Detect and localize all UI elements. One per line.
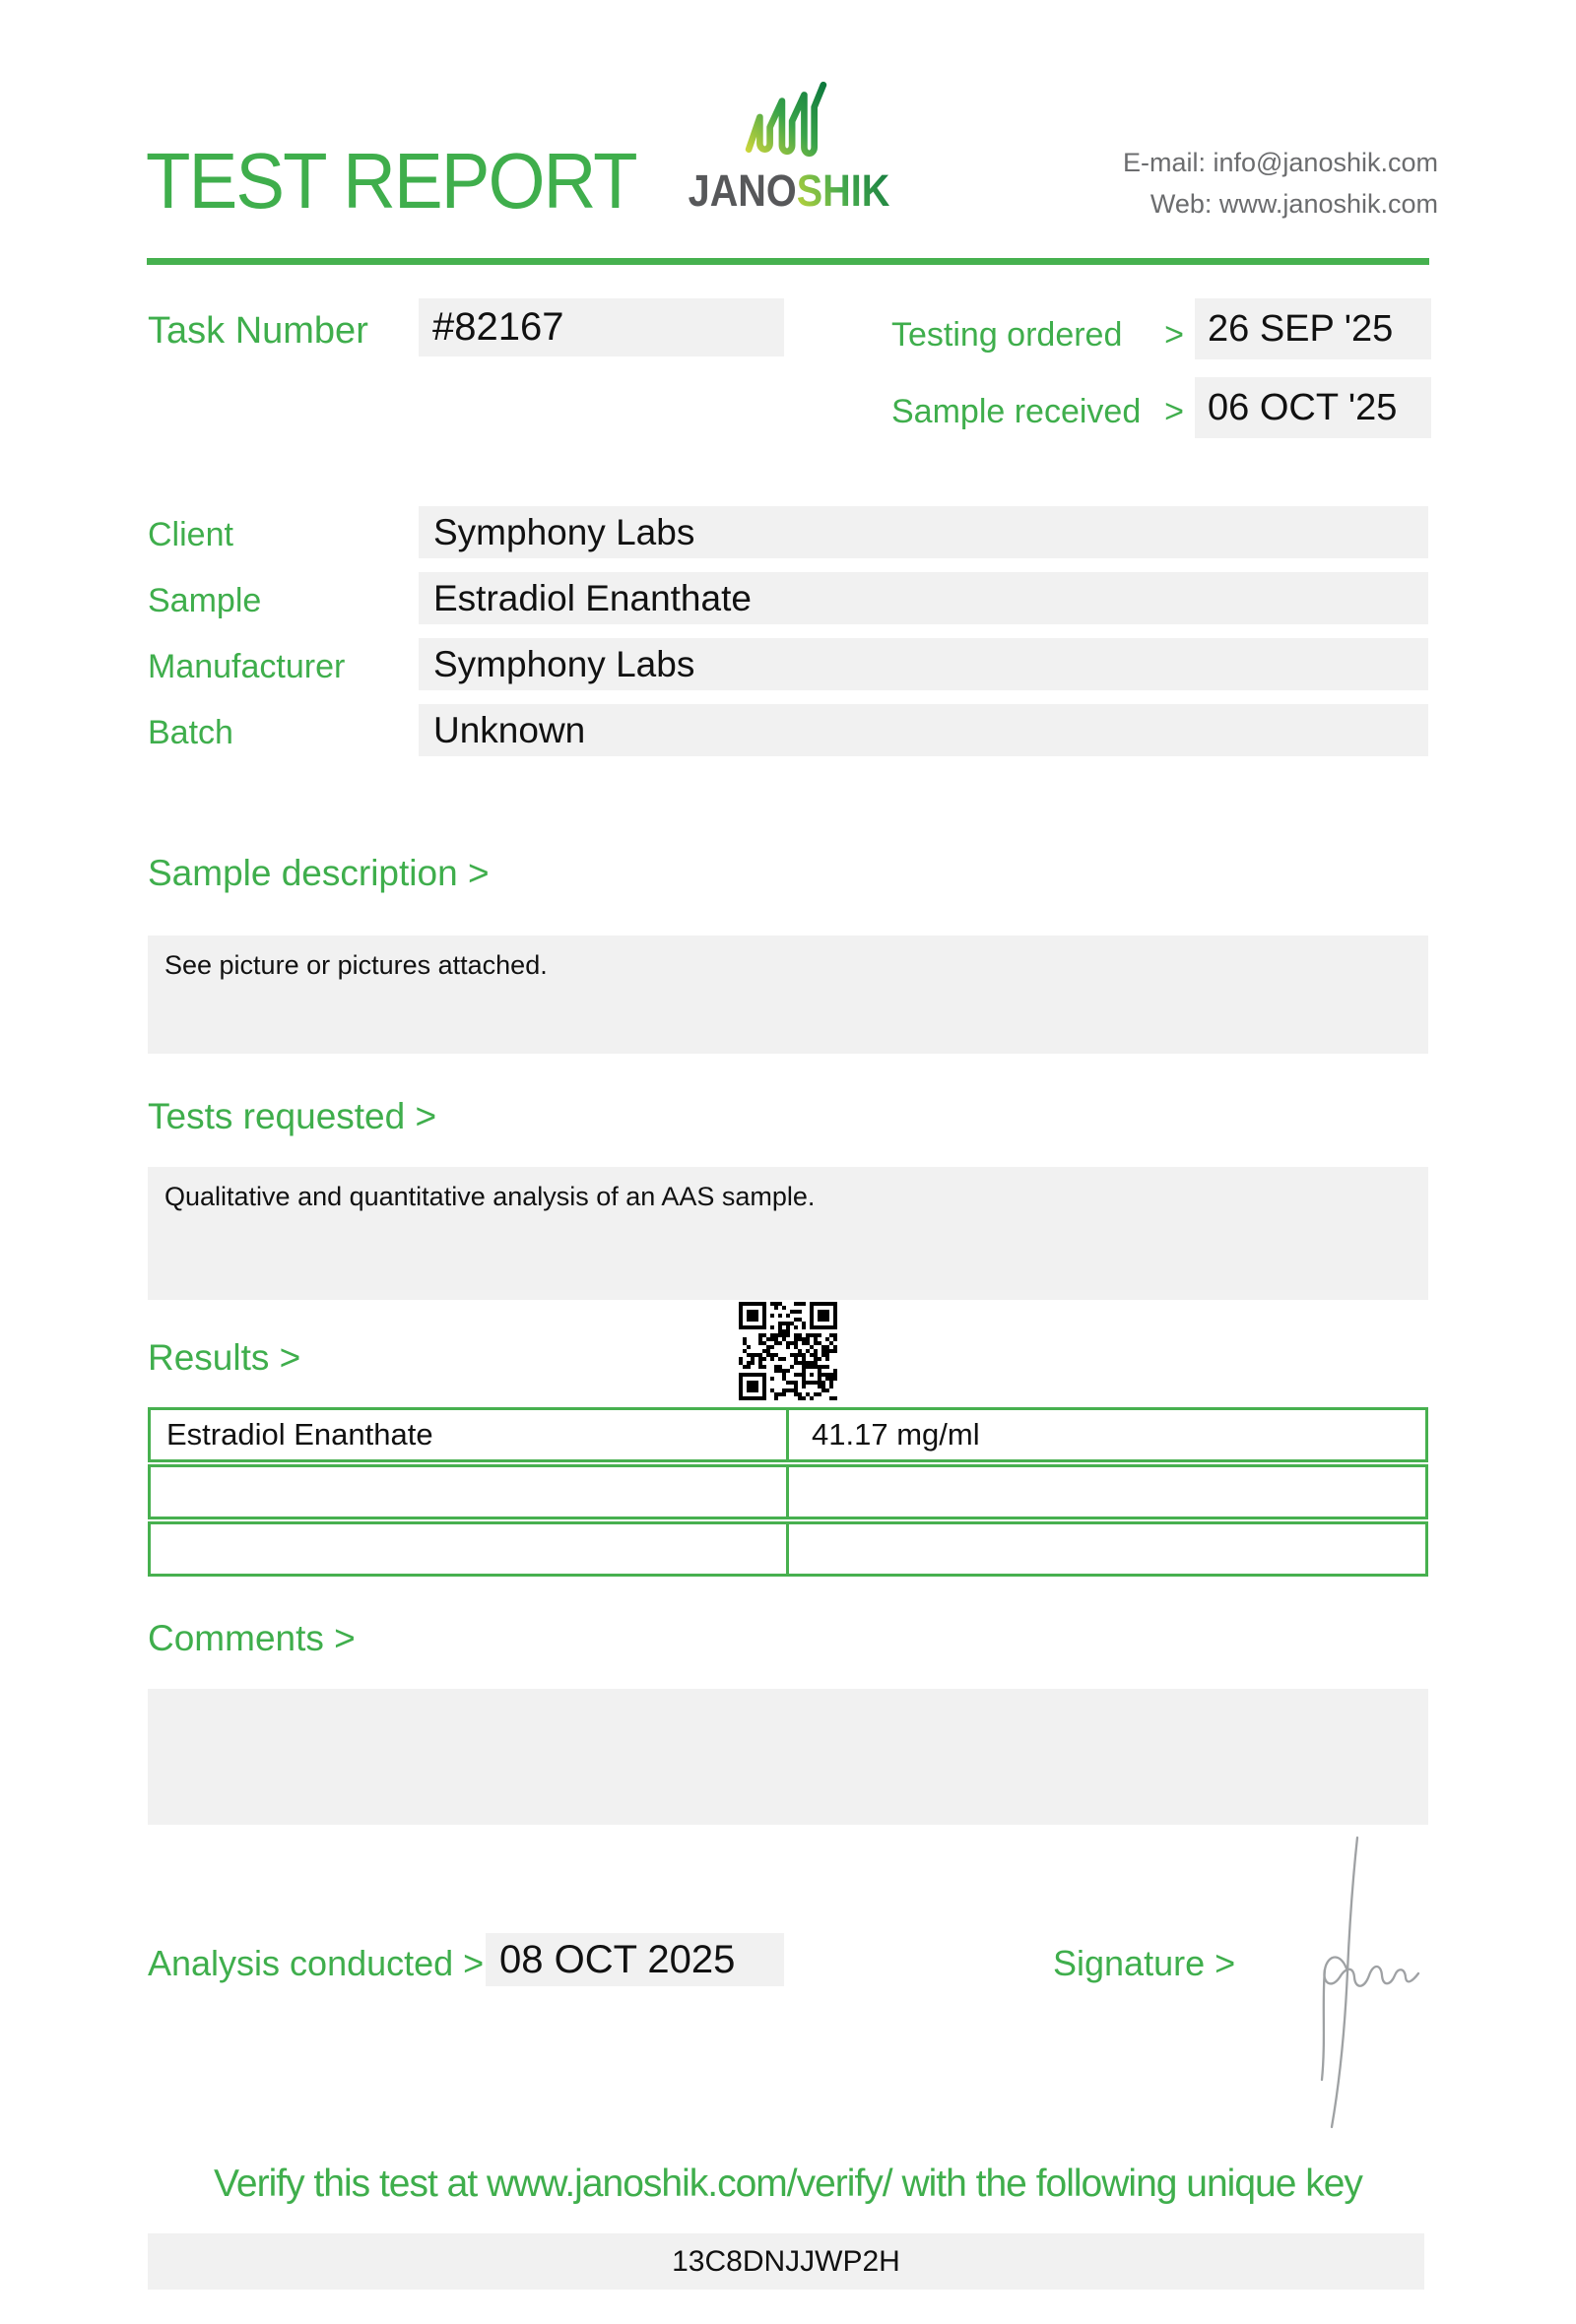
batch-value: Unknown [419, 704, 1428, 756]
contact-block [1034, 142, 1438, 225]
comments-box [148, 1689, 1428, 1825]
comments-heading: Comments > [148, 1618, 356, 1658]
manufacturer-label: Manufacturer [148, 648, 346, 685]
results-table-row [148, 1464, 1428, 1519]
contact-web: Web: www.janoshik.com [1149, 189, 1438, 219]
tests-requested-heading: Tests requested > [148, 1096, 437, 1136]
task-number-value: #82167 [419, 298, 784, 356]
results-table-row [148, 1521, 1428, 1577]
testing-ordered-arrow: > [1164, 316, 1184, 354]
result-substance-cell: Estradiol Enanthate [151, 1410, 789, 1459]
logo-chart-icon [744, 81, 828, 158]
logo-shik: SHIK [796, 165, 890, 216]
signature-image [1263, 1834, 1425, 2134]
sample-label: Sample [148, 582, 262, 619]
result-substance-cell [151, 1467, 789, 1517]
sample-received-value: 06 OCT '25 [1195, 377, 1431, 438]
sample-received-label: Sample received [891, 393, 1142, 430]
analysis-conducted-value: 08 OCT 2025 [486, 1933, 784, 1986]
results-table-row [148, 1407, 1428, 1462]
result-value-cell [789, 1524, 1425, 1574]
batch-label: Batch [148, 714, 233, 751]
client-label: Client [148, 516, 233, 553]
task-number-label: Task Number [148, 310, 368, 352]
result-value-cell: 41.17 mg/ml [812, 1417, 980, 1452]
page-title: TEST REPORT [146, 137, 636, 225]
sample-received-row [891, 393, 1184, 431]
qr-code [739, 1302, 837, 1400]
header-divider-rule [147, 258, 1429, 265]
sample-description-heading: Sample description > [148, 853, 490, 893]
logo-wordmark [689, 165, 890, 217]
sample-value: Estradiol Enanthate [419, 572, 1428, 624]
result-substance-cell [151, 1524, 789, 1574]
tests-requested-box: Qualitative and quantitative analysis of an AAS sample. [148, 1167, 1428, 1300]
analysis-conducted-label: Analysis conducted > [148, 1943, 485, 1983]
result-value-cell [789, 1467, 1425, 1517]
testing-ordered-label: Testing ordered [891, 316, 1123, 354]
signature-label: Signature > [1053, 1943, 1236, 1983]
manufacturer-value: Symphony Labs [419, 638, 1428, 690]
sample-received-arrow: > [1164, 393, 1184, 430]
client-value: Symphony Labs [419, 506, 1428, 558]
sample-description-box: See picture or pictures attached. [148, 936, 1428, 1054]
testing-ordered-value: 26 SEP '25 [1195, 298, 1431, 359]
testing-ordered-row [891, 316, 1184, 355]
contact-email: E-mail: info@janoshik.com [1122, 148, 1438, 177]
unique-key-value: 13C8DNJJWP2H [148, 2233, 1424, 2290]
logo-jano: JANO [688, 165, 797, 216]
results-heading: Results > [148, 1337, 301, 1378]
verify-text: Verify this test at www.janoshik.com/verify/ with the following unique key [214, 2163, 1362, 2205]
